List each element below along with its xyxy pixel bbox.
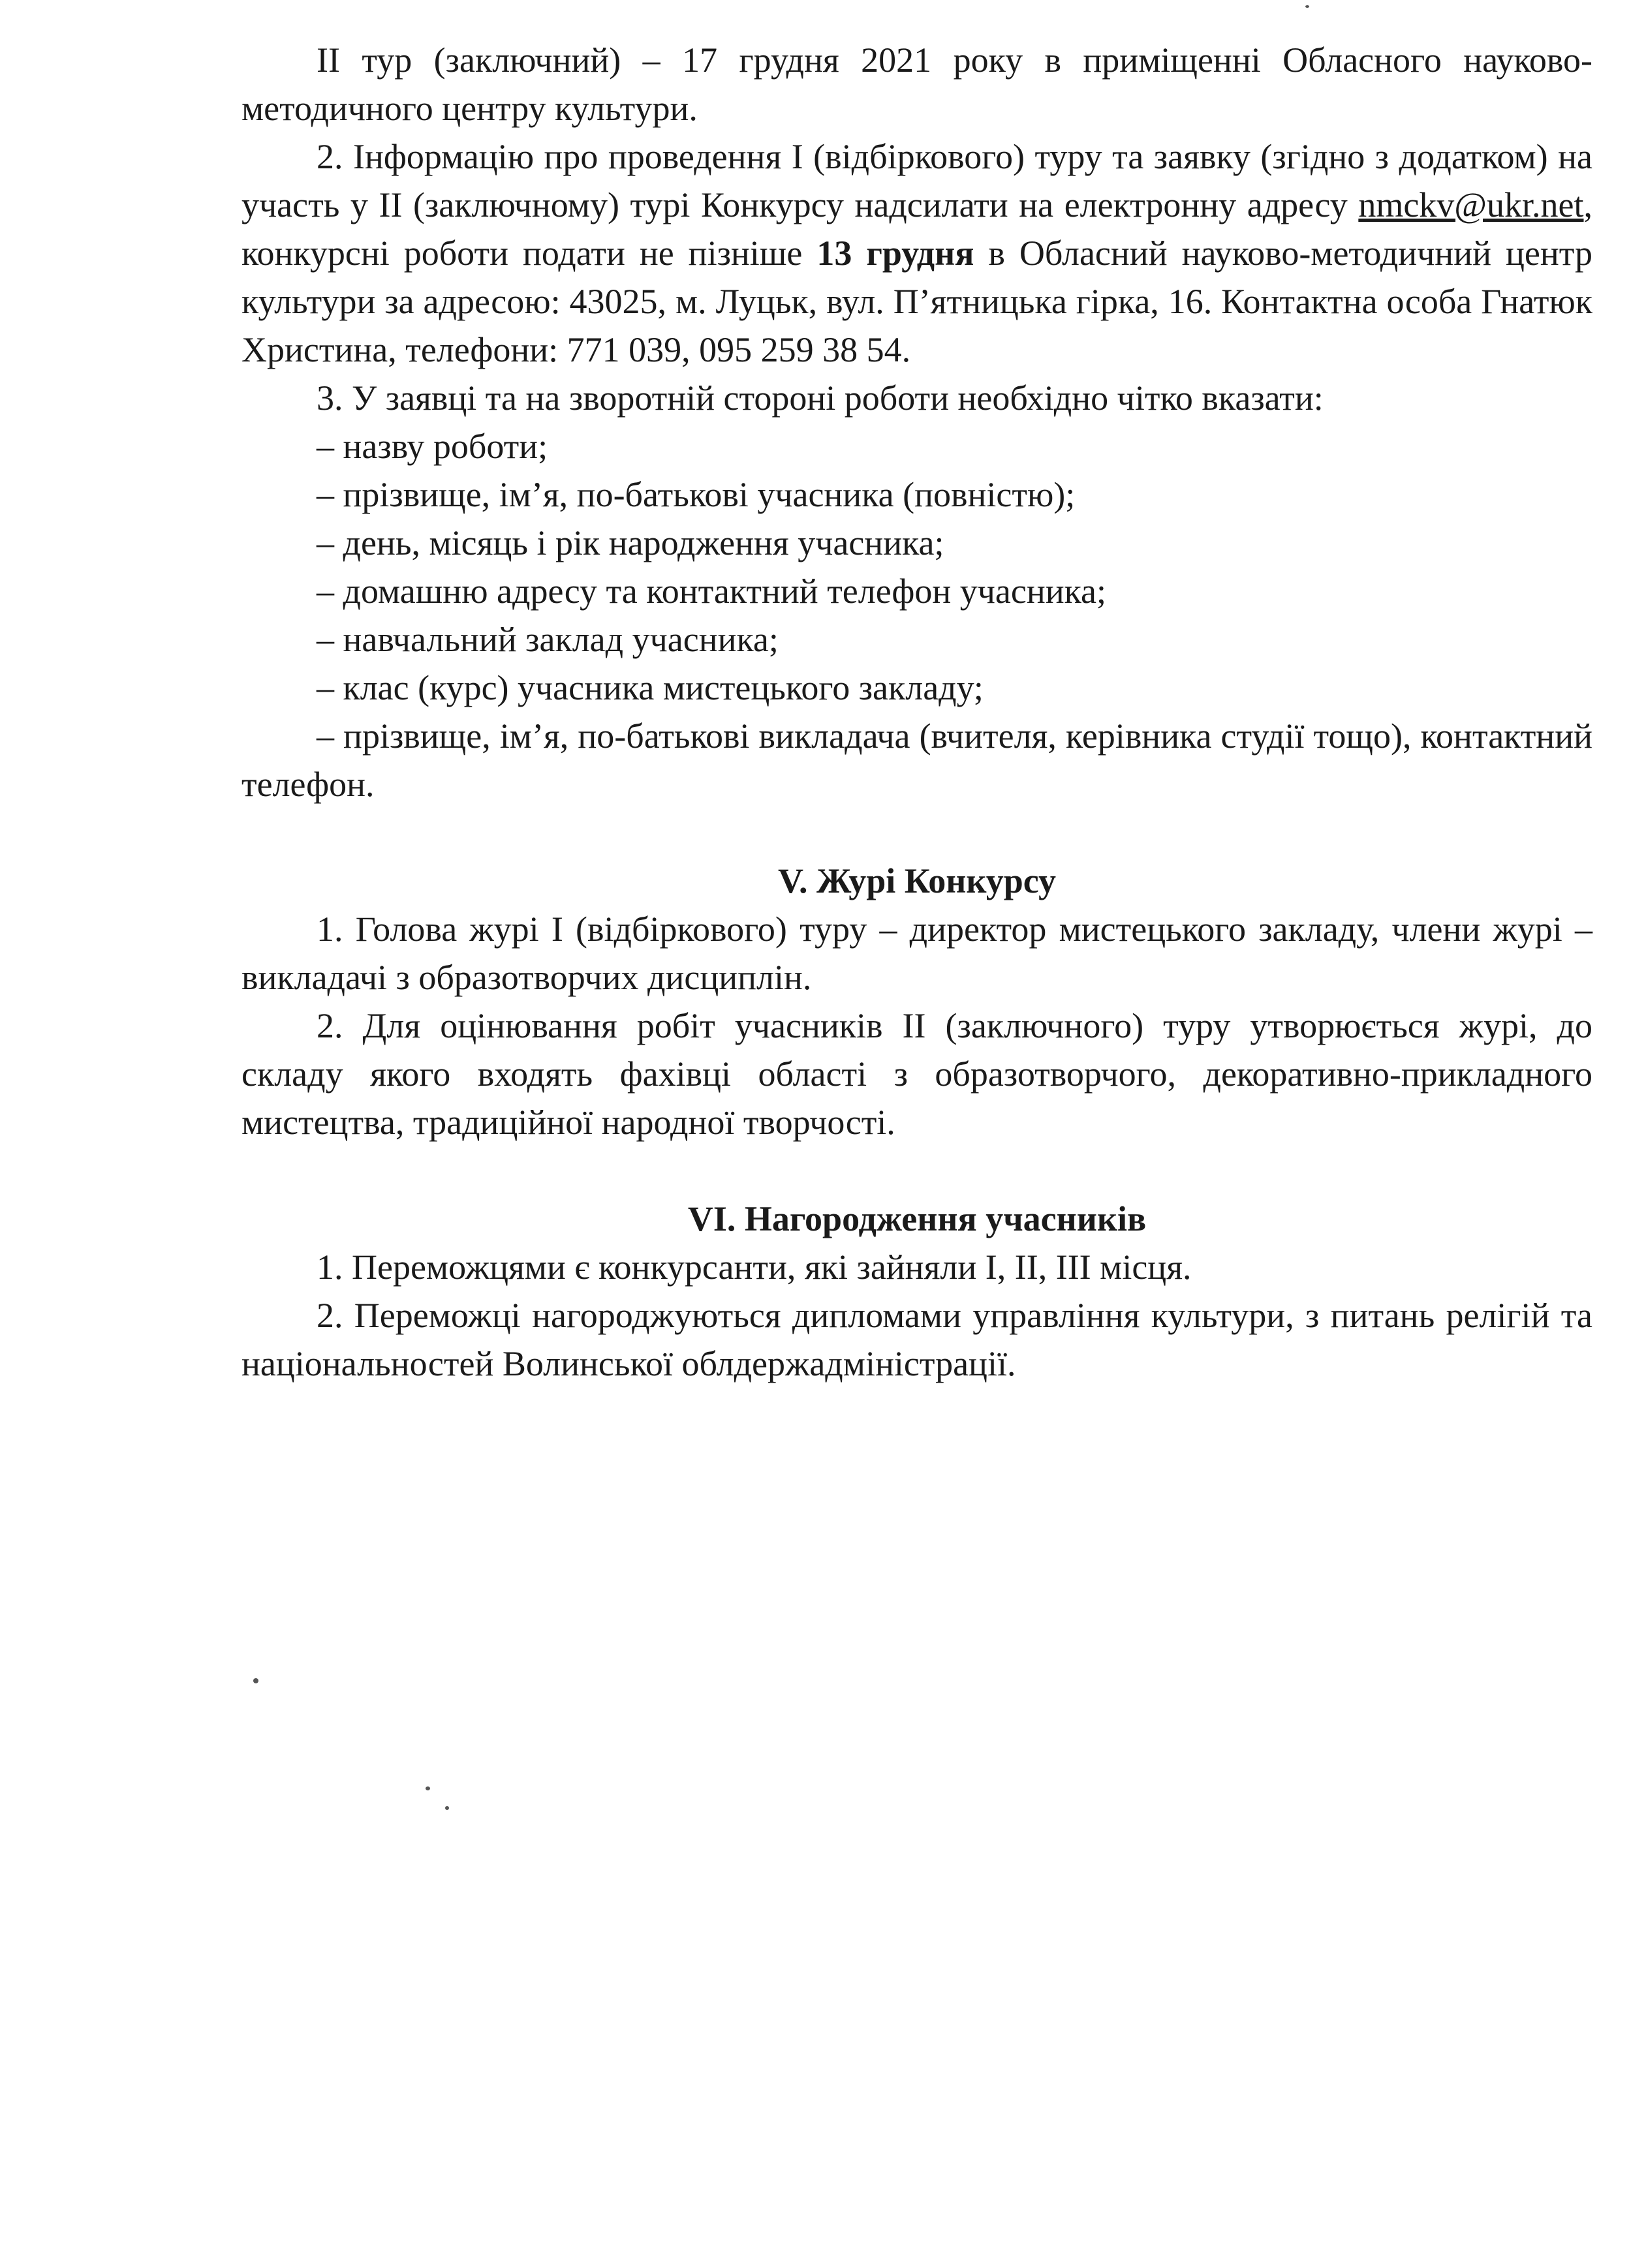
- jury-item: 1. Голова журі І (відбіркового) туру – директор мистецького закладу, члени журі – викладачі з образотворчих дисциплін.: [241, 910, 1592, 997]
- list-item: – прізвище, ім’я, по-батькові учасника (повністю);: [317, 475, 1076, 514]
- document-page: [241, 36, 1592, 1388]
- scan-speck: [426, 1786, 430, 1790]
- scan-speck: [1305, 5, 1309, 8]
- application-intro: 3. У заявці та на зворотній стороні роботи необхідно чітко вказати:: [317, 378, 1324, 418]
- submission-text-2: , конкурсні роботи подати не пізніше: [241, 185, 1592, 273]
- spacer: [241, 808, 1592, 857]
- deadline-date: 13 грудня: [816, 234, 974, 273]
- section-heading-awards: VI. Нагородження учасників: [687, 1199, 1147, 1238]
- submission-text-1: 2. Інформацію про проведення І (відбіркового) туру та заявку (згідно з додатком) на участь у ІІ (заключному) турі Конкурсу надсилати на електронну адресу: [241, 137, 1592, 224]
- list-item: – день, місяць і рік народження учасника;: [317, 523, 944, 562]
- section-heading-jury: V. Журі Конкурсу: [777, 861, 1057, 900]
- submission-text-3: в Обласний науково-методичний центр культури за адресою: 43025, м. Луцьк, вул. П’ятницька гірка, 16. Контактна особа Гнатюк Христина, телефони: 771 039, 095 259 38 54.: [241, 234, 1592, 369]
- scan-speck: [253, 1678, 258, 1683]
- tour2-paragraph: ІІ тур (заключний) – 17 грудня 2021 року в приміщенні Обласного науково-методичного центру культури.: [241, 40, 1592, 128]
- list-item: – навчальний заклад учасника;: [317, 620, 779, 659]
- awards-item: 1. Переможцями є конкурсанти, які зайняли І, ІІ, ІІІ місця.: [317, 1248, 1192, 1287]
- jury-item: 2. Для оцінювання робіт учасників ІІ (заключного) туру утворюється журі, до складу якого входять фахівці області з образотворчого, декоративно-прикладного мистецтва, традиційної народної творчості.: [241, 1006, 1592, 1142]
- list-item: – назву роботи;: [317, 427, 548, 466]
- submission-paragraph: [241, 132, 1592, 374]
- scan-speck: [445, 1806, 449, 1810]
- awards-item: 2. Переможці нагороджуються дипломами управління культури, з питань релігій та національностей Волинської облдержадміністрації.: [241, 1296, 1592, 1383]
- list-item: – домашню адресу та контактний телефон учасника;: [317, 572, 1107, 611]
- spacer: [241, 1146, 1592, 1195]
- list-item: – клас (курс) учасника мистецького закладу;: [317, 668, 984, 707]
- email-link[interactable]: nmckv@ukr.net: [1358, 185, 1584, 224]
- list-item: – прізвище, ім’я, по-батькові викладача (вчителя, керівника студії тощо), контактний телефон.: [241, 716, 1592, 804]
